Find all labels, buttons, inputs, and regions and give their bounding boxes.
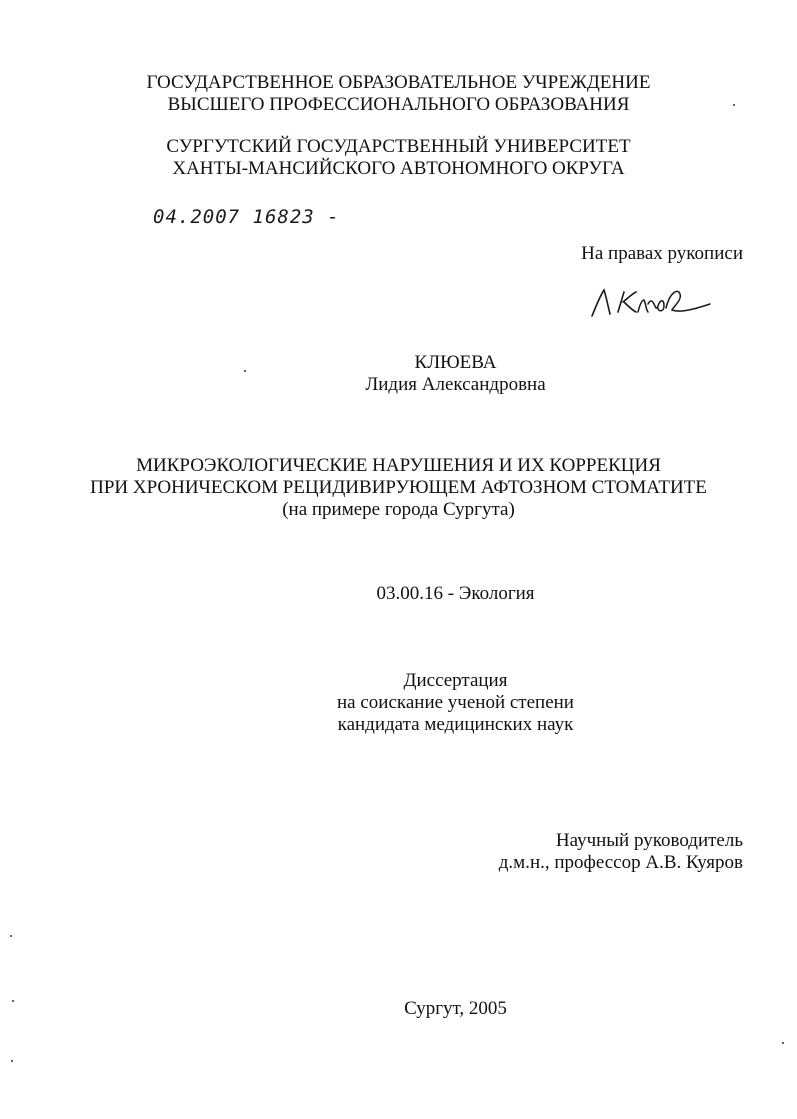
handwritten-signature [586,282,716,322]
degree-line-1: на соискание ученой степени [337,692,574,713]
institution-line-2: ВЫСШЕГО ПРОФЕССИОНАЛЬНОГО ОБРАЗОВАНИЯ [167,94,630,115]
university-line-1: СУРГУТСКИЙ ГОСУДАРСТВЕННЫЙ УНИВЕРСИТЕТ [166,136,631,157]
registration-stamp-number: 04.2007 16823 - [153,206,340,228]
dissertation-label: Диссертация [403,670,508,691]
title-line-2: ПРИ ХРОНИЧЕСКОМ РЕЦИДИВИРУЮЩЕМ АФТОЗНОМ СТОМАТИТЕ [90,477,707,498]
author-given-names: Лидия Александровна [365,374,546,395]
university-line-2: ХАНТЫ-МАНСИЙСКОГО АВТОНОМНОГО ОКРУГА [172,158,625,179]
institution-line-1: ГОСУДАРСТВЕННОЕ ОБРАЗОВАТЕЛЬНОЕ УЧРЕЖДЕНИЕ [146,72,651,93]
specialty-code: 03.00.16 - Экология [376,583,535,604]
scan-speck [11,1060,13,1062]
scan-speck [733,104,735,106]
title-subtitle: (на примере города Сургута) [282,499,515,520]
author-surname: КЛЮЕВА [414,352,497,373]
supervisor-name: д.м.н., профессор А.В. Куяров [498,852,743,873]
supervisor-label: Научный руководитель [555,830,743,851]
rights-note: На правах рукописи [581,243,743,264]
scan-speck [782,1042,784,1044]
title-line-1: МИКРОЭКОЛОГИЧЕСКИЕ НАРУШЕНИЯ И ИХ КОРРЕКЦИЯ [136,455,661,476]
scan-speck [12,1000,14,1002]
scan-speck [10,935,12,937]
degree-line-2: кандидата медицинских наук [337,714,574,735]
place-and-year: Сургут, 2005 [404,998,507,1019]
scan-speck [244,370,246,372]
